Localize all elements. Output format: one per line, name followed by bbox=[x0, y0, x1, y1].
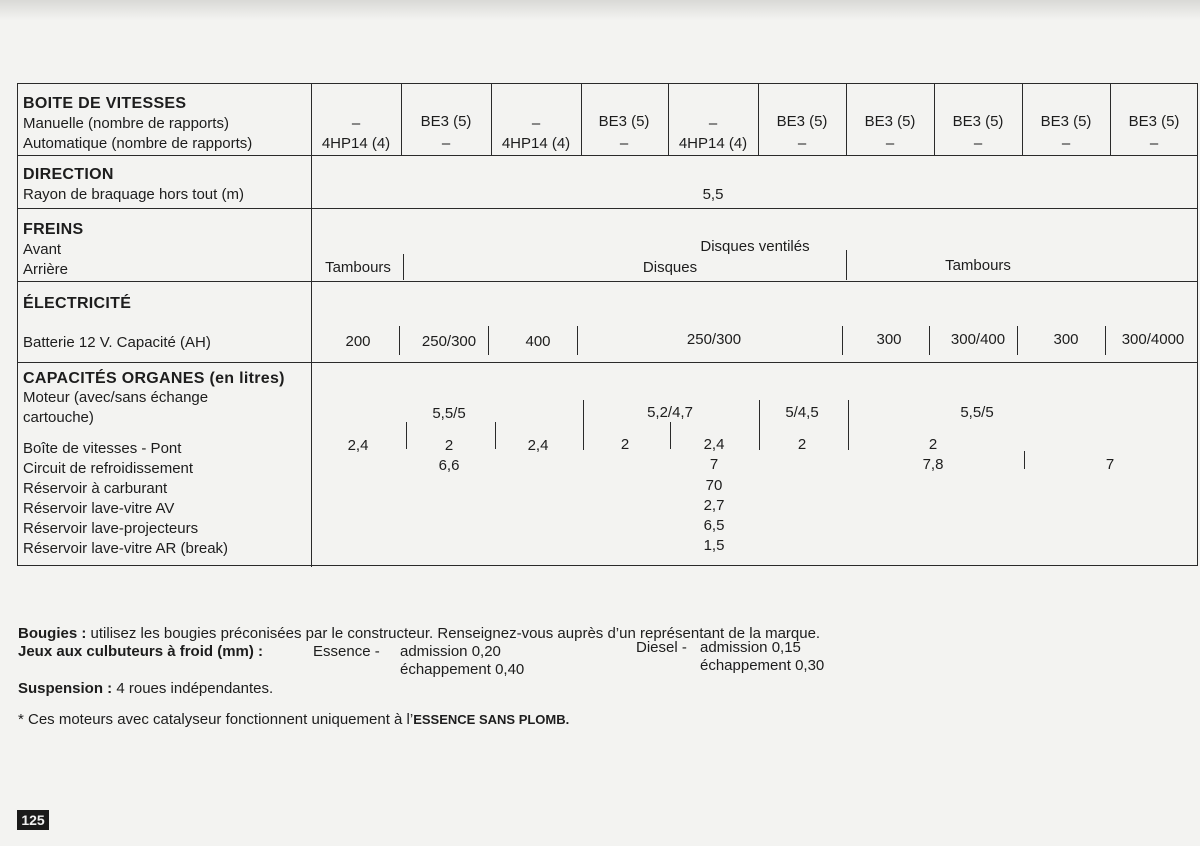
battery-value: 300 bbox=[876, 331, 902, 348]
gearbox-auto-value: – bbox=[1149, 135, 1159, 152]
gearbox-manual-value: – bbox=[708, 115, 718, 132]
gearbox-manual-value: BE3 (5) bbox=[420, 113, 472, 130]
footnote-text: * Ces moteurs avec catalyseur fonctionnent uniquement à l’ bbox=[18, 711, 414, 728]
brakes-rear-value: Tambours bbox=[945, 257, 1011, 274]
cooling-label: Circuit de refroidissement bbox=[23, 460, 194, 477]
column-divider bbox=[1022, 84, 1023, 155]
battery-tick bbox=[929, 326, 930, 355]
row-divider bbox=[18, 281, 1197, 282]
capacity-tick bbox=[1024, 451, 1025, 469]
battery-tick bbox=[577, 326, 578, 355]
gearbox-manual-label: Manuelle (nombre de rapports) bbox=[23, 115, 229, 132]
brakes-rear-label: Arrière bbox=[23, 261, 69, 278]
gearbox-capacity-value: 2,4 bbox=[527, 437, 549, 454]
brakes-rear-value: Disques bbox=[642, 259, 698, 276]
gearbox-title: BOITE DE VITESSES bbox=[23, 95, 187, 112]
column-divider bbox=[491, 84, 492, 155]
gearbox-capacity-value: 2 bbox=[797, 436, 807, 453]
battery-value: 250/300 bbox=[421, 333, 477, 350]
brake-tick bbox=[403, 254, 404, 280]
suspension-text: 4 roues indépendantes. bbox=[116, 680, 274, 697]
battery-value: 400 bbox=[525, 333, 551, 350]
gearbox-auto-label: Automatique (nombre de rapports) bbox=[23, 135, 253, 152]
gearbox-manual-value: BE3 (5) bbox=[1128, 113, 1180, 130]
diesel-exhaust: échappement 0,30 bbox=[700, 657, 825, 674]
column-divider bbox=[668, 84, 669, 155]
suspension-note bbox=[18, 679, 273, 699]
gearbox-manual-value: BE3 (5) bbox=[864, 113, 916, 130]
steering-title: DIRECTION bbox=[23, 166, 114, 183]
gearbox-capacity-label: Boîte de vitesses - Pont bbox=[23, 440, 182, 457]
gearbox-capacity-value: 2 bbox=[928, 436, 938, 453]
page-number: 125 bbox=[17, 810, 49, 830]
battery-value: 250/300 bbox=[686, 331, 742, 348]
electrical-title: ÉLECTRICITÉ bbox=[23, 295, 132, 312]
column-divider bbox=[1110, 84, 1111, 155]
battery-label: Batterie 12 V. Capacité (AH) bbox=[23, 334, 211, 351]
gearbox-manual-value: BE3 (5) bbox=[598, 113, 650, 130]
label-column-divider bbox=[311, 84, 312, 567]
petrol-label: Essence - bbox=[313, 643, 380, 660]
gearbox-manual-value: – bbox=[531, 115, 541, 132]
brakes-front-label: Avant bbox=[23, 241, 62, 258]
tappets-title: Jeux aux culbuteurs à froid (mm) : bbox=[18, 643, 264, 660]
battery-tick bbox=[399, 326, 400, 355]
gearbox-auto-value: 4HP14 (4) bbox=[501, 135, 571, 152]
cooling-value: 7,8 bbox=[922, 456, 944, 473]
engine-capacity-value: 5,5/5 bbox=[960, 404, 994, 421]
row-divider bbox=[18, 155, 1197, 156]
battery-tick bbox=[1105, 326, 1106, 355]
gearbox-auto-value: – bbox=[619, 135, 629, 152]
gearbox-capacity-value: 2 bbox=[620, 436, 630, 453]
row-divider bbox=[18, 208, 1197, 209]
engine-capacity-value: 5,5/5 bbox=[432, 405, 466, 422]
gearbox-auto-value: – bbox=[885, 135, 895, 152]
petrol-exhaust: échappement 0,40 bbox=[400, 661, 525, 678]
battery-tick bbox=[488, 326, 489, 355]
gearbox-manual-value: – bbox=[351, 115, 361, 132]
gearbox-auto-value: 4HP14 (4) bbox=[678, 135, 748, 152]
washer-headlamp-label: Réservoir lave-projecteurs bbox=[23, 520, 199, 537]
column-divider bbox=[401, 84, 402, 155]
gearbox-auto-value: 4HP14 (4) bbox=[321, 135, 391, 152]
capacity-tick bbox=[670, 422, 671, 449]
steering-radius-label: Rayon de braquage hors tout (m) bbox=[23, 186, 244, 203]
capacity-tick bbox=[495, 422, 496, 449]
engine-capacity-value: 5,2/4,7 bbox=[647, 404, 693, 421]
gearbox-auto-value: – bbox=[1061, 135, 1071, 152]
gearbox-manual-value: BE3 (5) bbox=[1040, 113, 1092, 130]
gearbox-auto-value: – bbox=[973, 135, 983, 152]
column-divider bbox=[846, 84, 847, 155]
capacity-tick bbox=[583, 400, 584, 450]
battery-tick bbox=[842, 326, 843, 355]
capacity-tick bbox=[848, 400, 849, 450]
gearbox-auto-value: – bbox=[441, 135, 451, 152]
battery-tick bbox=[1017, 326, 1018, 355]
battery-value: 200 bbox=[345, 333, 371, 350]
brakes-rear-value: Tambours bbox=[325, 259, 391, 276]
washer-rear-label: Réservoir lave-vitre AR (break) bbox=[23, 540, 229, 557]
plugs-text: utilisez les bougies préconisées par le constructeur. Renseignez-vous auprès d’un représentant de la marque. bbox=[90, 625, 821, 642]
column-divider bbox=[581, 84, 582, 155]
column-divider bbox=[758, 84, 759, 155]
spec-table bbox=[17, 83, 1198, 566]
cooling-value: 7 bbox=[709, 456, 719, 473]
gearbox-capacity-value: 2 bbox=[444, 437, 454, 454]
brakes-front-value: Disques ventilés bbox=[700, 238, 810, 255]
washer-rear-value: 1,5 bbox=[703, 537, 725, 554]
fuel-tank-label: Réservoir à carburant bbox=[23, 480, 168, 497]
column-divider bbox=[934, 84, 935, 155]
footnote bbox=[18, 710, 569, 730]
gearbox-capacity-value: 2,4 bbox=[703, 436, 725, 453]
engine-capacity-value: 5/4,5 bbox=[785, 404, 819, 421]
brake-tick bbox=[846, 250, 847, 280]
footnote-bold: ESSENCE SANS PLOMB. bbox=[413, 712, 570, 727]
battery-value: 300/400 bbox=[950, 331, 1006, 348]
petrol-intake: admission 0,20 bbox=[400, 643, 501, 660]
capacity-tick bbox=[406, 422, 407, 449]
row-divider bbox=[18, 362, 1197, 363]
gearbox-manual-value: BE3 (5) bbox=[952, 113, 1004, 130]
page-top-shadow bbox=[0, 0, 1200, 20]
cooling-value: 7 bbox=[1105, 456, 1115, 473]
gearbox-capacity-value: 2,4 bbox=[347, 437, 369, 454]
capacities-title: CAPACITÉS ORGANES (en litres) bbox=[23, 370, 285, 387]
battery-value: 300 bbox=[1053, 331, 1079, 348]
diesel-label: Diesel - bbox=[636, 639, 687, 656]
washer-front-value: 2,7 bbox=[703, 497, 725, 514]
steering-radius-value: 5,5 bbox=[702, 186, 724, 203]
gearbox-auto-value: – bbox=[797, 135, 807, 152]
washer-headlamp-value: 6,5 bbox=[703, 517, 725, 534]
capacity-tick bbox=[759, 400, 760, 450]
brakes-title: FREINS bbox=[23, 221, 84, 238]
fuel-tank-value: 70 bbox=[705, 477, 723, 494]
diesel-intake: admission 0,15 bbox=[700, 639, 801, 656]
gearbox-manual-value: BE3 (5) bbox=[776, 113, 828, 130]
washer-front-label: Réservoir lave-vitre AV bbox=[23, 500, 175, 517]
cooling-value: 6,6 bbox=[438, 457, 460, 474]
plugs-title: Bougies : bbox=[18, 625, 87, 642]
suspension-title: Suspension : bbox=[18, 680, 113, 697]
battery-value: 300/4000 bbox=[1121, 331, 1185, 348]
engine-label: Moteur (avec/sans échange bbox=[23, 389, 209, 406]
engine-label-cont: cartouche) bbox=[23, 409, 94, 426]
